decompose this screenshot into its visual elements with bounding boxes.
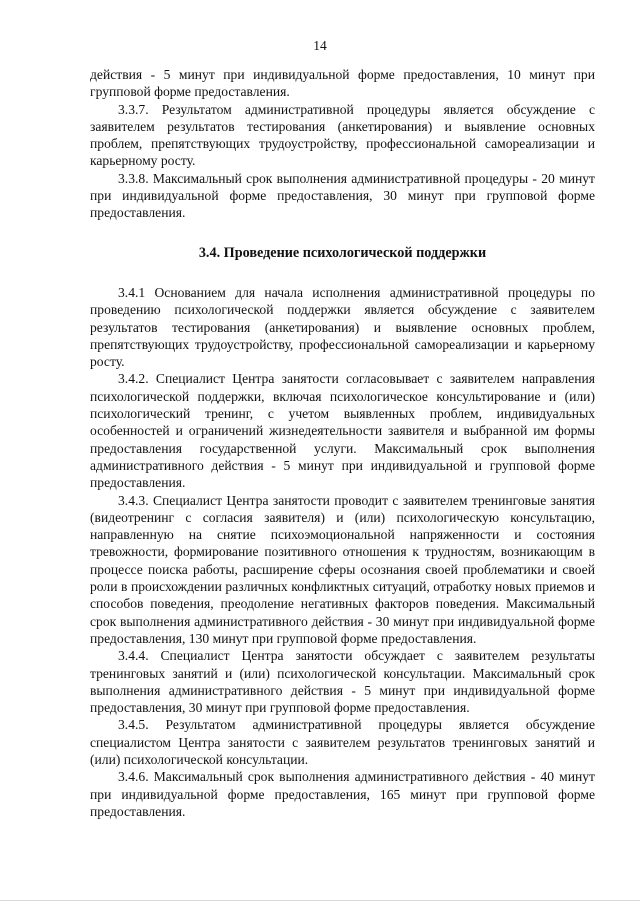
- paragraph-3-4-3: 3.4.3. Специалист Центра занятости проводит с заявителем тренинговые занятия (видеотренинг с согласия заявителя) и (или) психологическую консультацию, направленную на снятие психоэмоциональной напряженности и состояния тревожности, формирование позитивного отношения к трудностям, возникающим в процессе поиска работы, расширение сферы осознания своей проблематики и своей роли в происхождении различных конфликтных ситуаций, отработку новых приемов и способов поведения, преодоление негативных факторов поведения. Максимальный срок выполнения административного действия - 30 минут при индивидуальной форме предоставления, 130 минут при групповой форме предоставления.: [90, 492, 595, 646]
- paragraph-3-3-7: 3.3.7. Результатом административной процедуры является обсуждение с заявителем результатов тестирования (анкетирования) и выявление основных проблем, препятствующих трудоустройству, профессиональной самореализации и карьерному росту.: [90, 101, 595, 169]
- paragraph-3-4-2: 3.4.2. Специалист Центра занятости согласовывает с заявителем направления психологической поддержки, включая психологическое консультирование и (или) психологический тренинг, с учетом выявленных проблем, индивидуальных особенностей и ограничений жизнедеятельности заявителя и выбранной им формы предоставления государственной услуги. Максимальный срок выполнения административного действия - 5 минут при индивидуальной и групповой форме предоставления.: [90, 371, 595, 491]
- section-heading: 3.4. Проведение психологической поддержки: [198, 244, 487, 261]
- paragraph-3-4-5: 3.4.5. Результатом административной процедуры является обсуждение специалистом Центра занятости с заявителем результатов тренинговых занятий и (или) психологической консультации.: [90, 717, 595, 767]
- paragraph-3-4-6: 3.4.6. Максимальный срок выполнения административного действия - 40 минут при индивидуальной форме предоставления, 165 минут при групповой форме предоставления.: [90, 769, 595, 819]
- page-bottom-edge: [0, 900, 640, 901]
- paragraph-3-4-1: 3.4.1 Основанием для начала исполнения административной процедуры по проведению психологической поддержки является обсуждение с заявителем результатов тестирования (анкетирования) и выявление основных проблем, препятствующих трудоустройству, профессиональной самореализации и карьерному росту.: [90, 284, 595, 370]
- document-body: [90, 66, 595, 820]
- page-number: 14: [313, 38, 327, 53]
- paragraph-3-3-8: 3.3.8. Максимальный срок выполнения административной процедуры - 20 минут при индивидуальной форме предоставления, 30 минут при групповой форме предоставления.: [90, 170, 595, 221]
- paragraph-3-4-4: 3.4.4. Специалист Центра занятости обсуждает с заявителем результаты тренинговых занятий и (или) психологической консультации. Максимальный срок выполнения административного действия - 5 минут при индивидуальной форме предоставления, 30 минут при групповой форме предоставления.: [90, 648, 595, 716]
- paragraph-continuation: действия - 5 минут при индивидуальной форме предоставления, 10 минут при групповой форме предоставления.: [90, 67, 595, 100]
